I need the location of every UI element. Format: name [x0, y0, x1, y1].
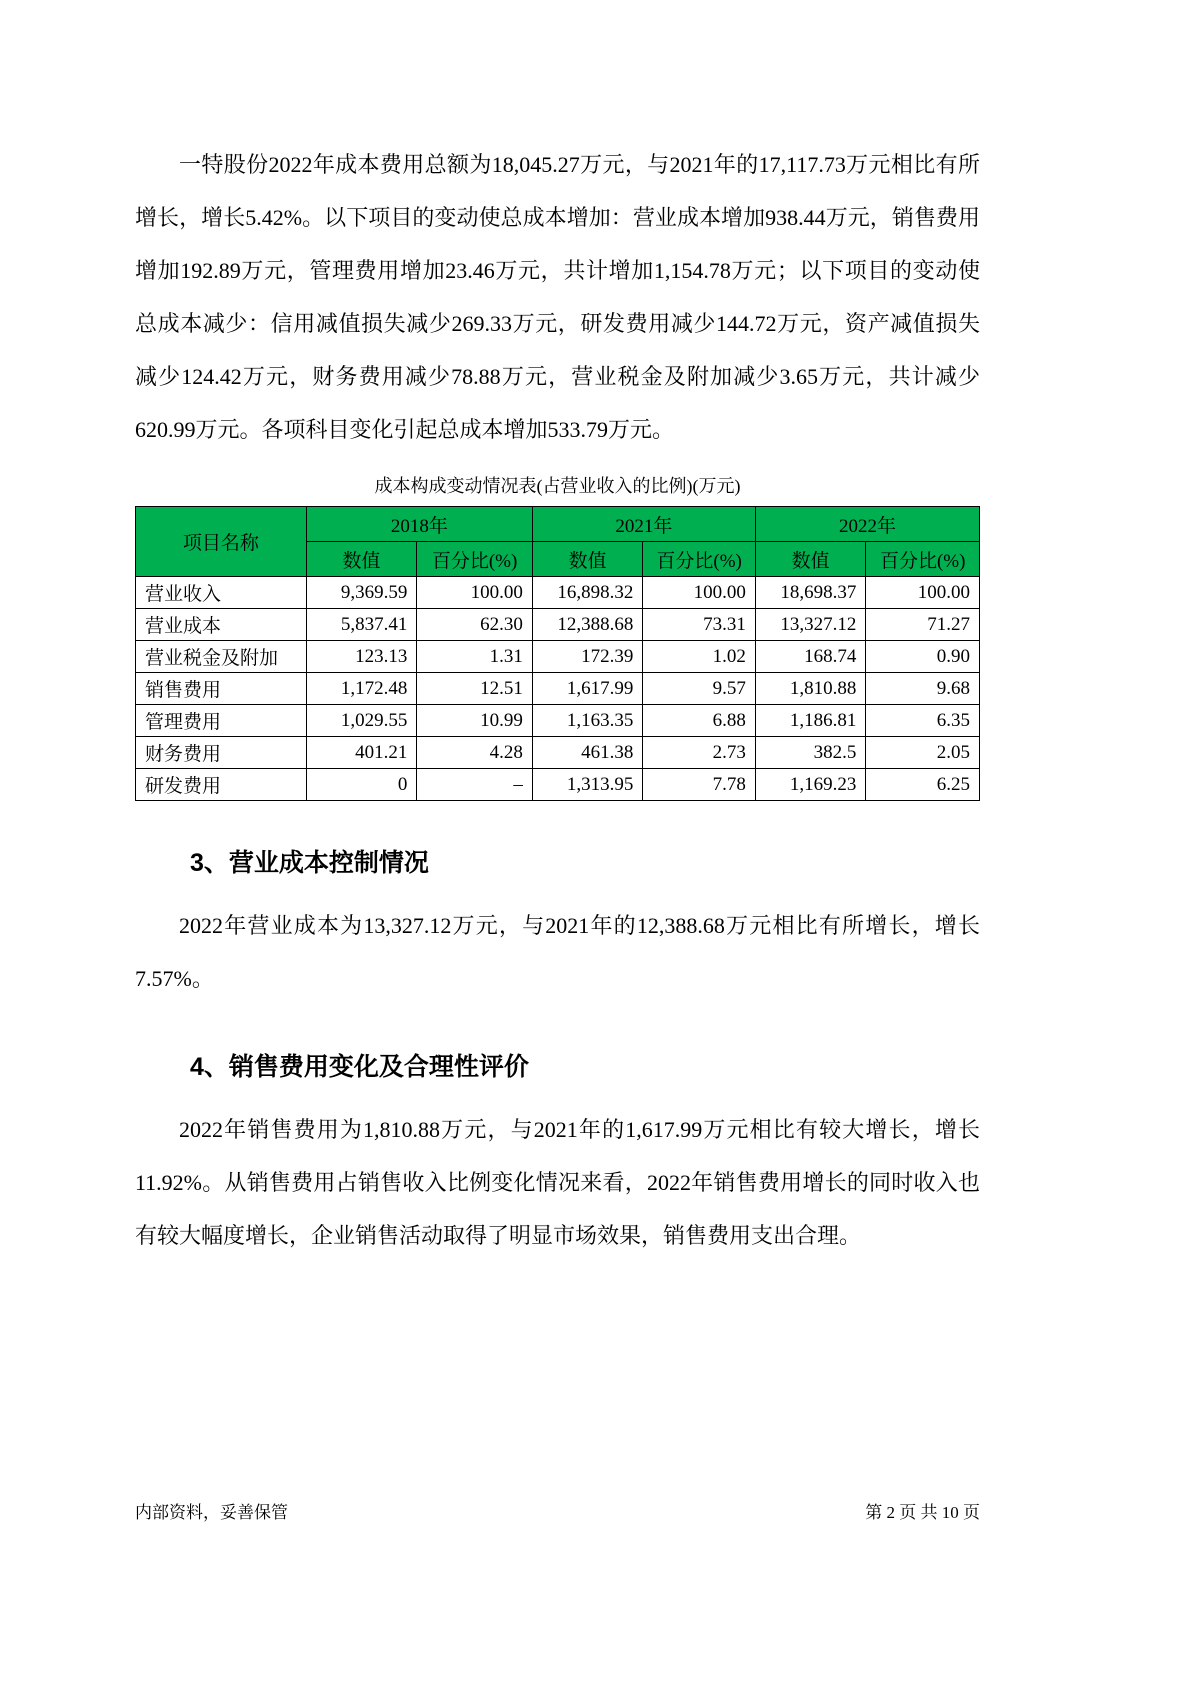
table-row	[136, 705, 980, 737]
cell-value: 1,163.35	[532, 705, 643, 737]
cell-value: 0	[306, 769, 417, 801]
col-header-value-2018: 数值	[306, 542, 417, 577]
cell-value: 1,029.55	[306, 705, 417, 737]
cell-percent: 6.35	[866, 705, 980, 737]
cell-percent: 9.68	[866, 673, 980, 705]
cell-percent: 1.31	[417, 641, 533, 673]
cell-value: 12,388.68	[532, 609, 643, 641]
cell-value: 1,169.23	[755, 769, 866, 801]
cell-value: 461.38	[532, 737, 643, 769]
row-label: 营业收入	[136, 577, 307, 609]
row-label: 营业成本	[136, 609, 307, 641]
col-header-percent-2018: 百分比(%)	[417, 542, 533, 577]
cell-percent: 1.02	[643, 641, 756, 673]
cell-percent: 6.88	[643, 705, 756, 737]
cell-percent: 100.00	[417, 577, 533, 609]
cell-value: 1,186.81	[755, 705, 866, 737]
col-header-item-name: 项目名称	[136, 507, 307, 577]
col-header-percent-2021: 百分比(%)	[643, 542, 756, 577]
row-label: 销售费用	[136, 673, 307, 705]
cell-percent: 2.73	[643, 737, 756, 769]
cell-value: 16,898.32	[532, 577, 643, 609]
cell-percent: –	[417, 769, 533, 801]
table-row	[136, 769, 980, 801]
section-4-heading: 4、销售费用变化及合理性评价	[190, 1053, 529, 1081]
page-footer	[135, 1498, 980, 1523]
cell-percent: 4.28	[417, 737, 533, 769]
table-row	[136, 577, 980, 609]
col-header-percent-2022: 百分比(%)	[866, 542, 980, 577]
row-label: 财务费用	[136, 737, 307, 769]
section-4-paragraph: 2022年销售费用为1,810.88万元，与2021年的1,617.99万元相比有较大增长，增长11.92%。从销售费用占销售收入比例变化情况来看，2022年销售费用增长的同时收入也有较大幅度增长，企业销售活动取得了明显市场效果，销售费用支出合理。	[135, 1117, 980, 1248]
cell-value: 18,698.37	[755, 577, 866, 609]
row-label: 营业税金及附加	[136, 641, 307, 673]
cell-value: 1,810.88	[755, 673, 866, 705]
row-label: 研发费用	[136, 769, 307, 801]
footer-confidential-note: 内部资料，妥善保管	[135, 1503, 288, 1522]
table-row	[136, 641, 980, 673]
cell-percent: 100.00	[866, 577, 980, 609]
cell-percent: 100.00	[643, 577, 756, 609]
cell-value: 5,837.41	[306, 609, 417, 641]
footer-page-number: 第 2 页 共 10 页	[865, 1503, 980, 1522]
table-row	[136, 737, 980, 769]
intro-paragraph: 一特股份2022年成本费用总额为18,045.27万元，与2021年的17,117.73万元相比有所增长，增长5.42%。以下项目的变动使总成本增加：营业成本增加938.44万元，销售费用增加192.89万元，管理费用增加23.46万元，共计增加1,154.78万元；以下项目的变动使总成本减少：信用减值损失减少269.33万元，研发费用减少144.72万元，资产减值损失减少124.42万元，财务费用减少78.88万元，营业税金及附加减少3.65万元，共计减少620.99万元。各项科目变化引起总成本增加533.79万元。	[135, 152, 980, 442]
cell-percent: 6.25	[866, 769, 980, 801]
col-header-year-2021: 2021年	[532, 507, 755, 542]
cost-structure-table	[135, 506, 980, 801]
cell-value: 401.21	[306, 737, 417, 769]
col-header-year-2018: 2018年	[306, 507, 532, 542]
table-body	[136, 577, 980, 801]
cell-percent: 7.78	[643, 769, 756, 801]
cell-percent: 9.57	[643, 673, 756, 705]
section-3-paragraph: 2022年营业成本为13,327.12万元，与2021年的12,388.68万元相比有所增长，增长7.57%。	[135, 913, 980, 991]
table-row	[136, 673, 980, 705]
col-header-value-2021: 数值	[532, 542, 643, 577]
cell-percent: 12.51	[417, 673, 533, 705]
cell-value: 123.13	[306, 641, 417, 673]
table-title: 成本构成变动情况表(占营业收入的比例)(万元)	[374, 476, 741, 496]
row-label: 管理费用	[136, 705, 307, 737]
cell-value: 168.74	[755, 641, 866, 673]
cell-value: 1,617.99	[532, 673, 643, 705]
col-header-value-2022: 数值	[755, 542, 866, 577]
cell-percent: 2.05	[866, 737, 980, 769]
section-3-heading: 3、营业成本控制情况	[190, 849, 429, 877]
table-row	[136, 609, 980, 641]
table-header	[136, 507, 980, 577]
cell-value: 13,327.12	[755, 609, 866, 641]
cell-percent: 71.27	[866, 609, 980, 641]
col-header-year-2022: 2022年	[755, 507, 979, 542]
cell-percent: 62.30	[417, 609, 533, 641]
cell-value: 1,172.48	[306, 673, 417, 705]
cell-percent: 10.99	[417, 705, 533, 737]
cell-value: 172.39	[532, 641, 643, 673]
cell-percent: 0.90	[866, 641, 980, 673]
cell-value: 1,313.95	[532, 769, 643, 801]
cell-value: 382.5	[755, 737, 866, 769]
cell-percent: 73.31	[643, 609, 756, 641]
cell-value: 9,369.59	[306, 577, 417, 609]
